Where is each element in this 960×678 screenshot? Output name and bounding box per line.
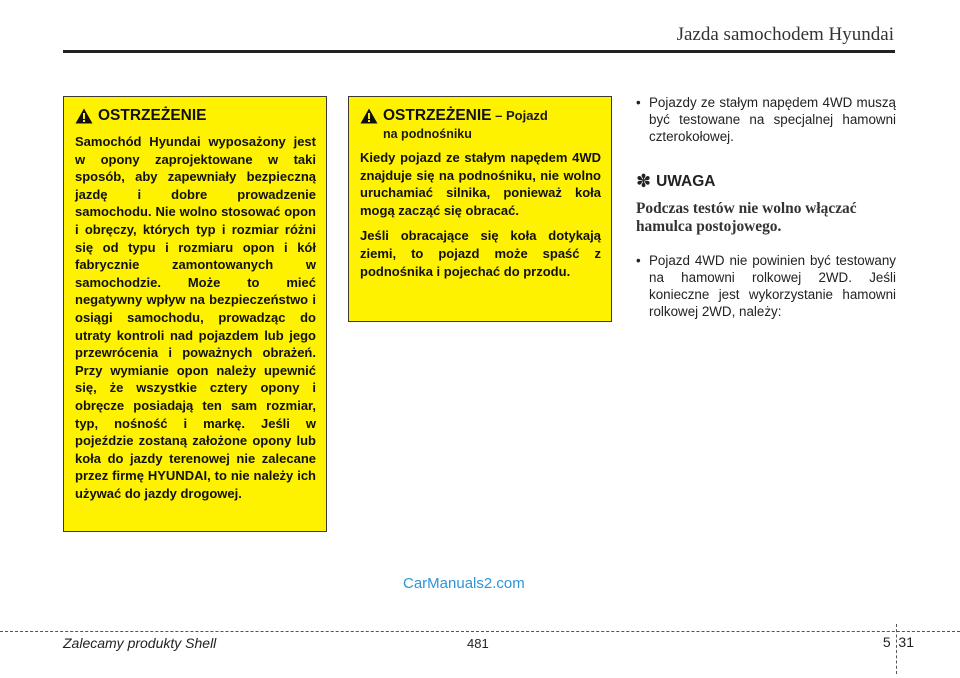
footer-divider [0,631,960,632]
warning-title: OSTRZEŻENIE [383,107,492,124]
asterisk-icon: ✽ [636,171,652,191]
bullet-text: Pojazd 4WD nie powinien być testowany na hamowni rolkowej 2WD. Jeśli konieczne jest wykorzystanie hamowni rolkowej 2WD, należy: [649,253,896,319]
bullet-dot: • [636,95,641,110]
page-number: 481 [467,636,489,651]
warning-triangle-icon [360,108,378,124]
warning-subtitle: – Pojazd [491,108,548,123]
warning-triangle-icon [75,108,93,124]
bullet-text: Pojazdy ze stałym napędem 4WD muszą być testowane na specjalnej hamowni czterokołowej. [649,95,896,144]
watermark-link[interactable]: CarManuals2.com [403,575,525,592]
warning-header [75,107,316,125]
warning-box-lift [348,96,612,322]
warning-title: OSTRZEŻENIE [98,107,207,124]
bullet-item [636,252,896,320]
warning-subtitle-line2: na podnośniku [383,127,472,141]
note-heading [636,171,896,192]
warning-text: Samochód Hyundai wyposażony jest w opony zaprojektowane w taki sposób, aby zapewniały bezpieczną jazdę i dobre prowadzenie samochodu. Nie wolno stosować opon i obręczy, których typ i rozmiar różni się od typu i rozmiaru opon i kół fabrycznie zamontowanych w samochodzie. Może to mieć negatywny wpływ na bezpieczeństwo i osiągi samochodu, prowadząc do utraty kontroli nad pojazdem lub jego przewrócenia i poważnych obrażeń. Przy wymianie opon należy upewnić się, że wszystkie cztery opony i obręcze posiadają ten sam rozmiar, typ, nośność i markę. Jeśli w pojeździe zostaną założone opony lub koła do jazdy terenowej nie zalecane przez firmę HYUNDAI, to nie należy ich używać do jazdy drogowej. [75,134,316,501]
header-divider [63,50,895,53]
footer-left-text: Zalecamy produkty Shell [63,635,217,651]
warning-paragraph-1: Kiedy pojazd ze stałym napędem 4WD znajduje się na podnośniku, nie wolno uruchamiać silnika, ponieważ koła mogą zacząć się obracać. [360,150,601,218]
note-text: Podczas testów nie wolno włączać hamulca postojowego. [636,200,857,235]
page-header-title: Jazda samochodem Hyundai [676,24,894,45]
section-page-number: 5 31 [882,634,914,650]
right-column [636,94,896,320]
bullet-item [636,94,896,145]
warning-paragraph-2: Jeśli obracające się koła dotykają ziemi, to pojazd może spaść z podnośnika i pojechać do przodu. [360,228,601,279]
warning-header [360,107,601,141]
note-title: UWAGA [656,172,716,190]
bullet-dot: • [636,253,641,268]
warning-box-tires [63,96,327,532]
